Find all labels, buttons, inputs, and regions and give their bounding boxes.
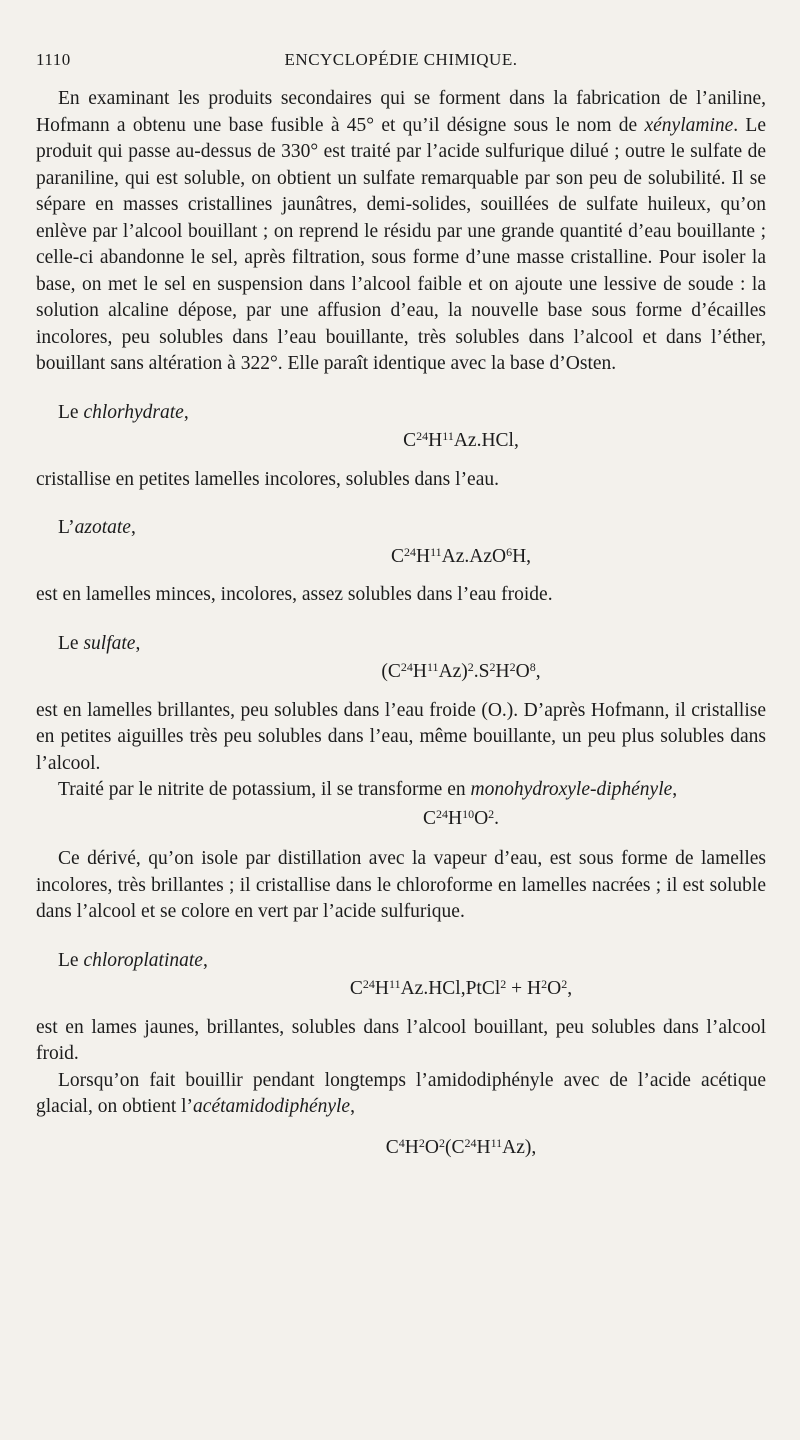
chlorhydrate-description: cristallise en petites lamelles incolores, solubles dans l’eau. [36, 468, 499, 490]
sulfate-formula: $(C^{24}H^{11}Az)^2.S^2H^2O^8$, [381, 660, 541, 682]
page-body [36, 86, 766, 1173]
monohydroxyle-formula: $C^{24}H^{10}O^2$. [422, 806, 500, 829]
sulfate-label: Le sulfate, [58, 632, 141, 654]
chloroplatinate-label: Le chloroplatinate, [58, 949, 208, 971]
chlorhydrate-formula: $C^{24}H^{11}Az.HCl$, [403, 429, 519, 451]
monohydroxyle-description: Ce dérivé, qu’on isole par distillation avec la vapeur d’eau, est sous forme de lamelles incolores, très brillantes ; il cristallise dans le chloroforme en lamelles nacrées ; il est soluble dans l’alcool et se colore en vert par l’acide sulfurique. [36, 848, 766, 922]
chloroplatinate-description: est en lames jaunes, brillantes, solubles dans l’alcool bouillant, peu solubles dans l’alcool froid. [36, 1016, 766, 1064]
page-header [36, 50, 766, 76]
chloroplatinate-formula: $C^{24}H^{11}Az.HCl,PtCl^2 + H^2O^2$, [349, 977, 573, 999]
sulfate-description: est en lamelles brillantes, peu solubles dans l’eau froide (O.). D’après Hofmann, il cristallise en petites aiguilles très peu solubles dans l’eau, même bouillante, un peu plus solubles dans l’alcool. [36, 699, 766, 774]
acetamido-formula: $C^4H^2O^2(C^{24}H^{11}Az)$, [385, 1135, 537, 1158]
acetamido-paragraph: Lorsqu’on fait bouillir pendant longtemps l’amidodiphényle avec de l’acide acétique glacial, on obtient l’acétamidodiphényle, [36, 1069, 766, 1117]
azotate-formula: $C^{24}H^{11}Az.AzO^6H$, [390, 544, 532, 567]
paragraph-xenylamine: En examinant les produits secondaires qui se forment dans la fabrication de l’aniline, Hofmann a obtenu une base fusible à 45° et qu’il désigne sous le nom de xénylamine. Le produit qui passe au-dessus de 330° est traité par l’acide sulfurique dilué ; outre le sulfate de paraniline, qui est soluble, on obtient un sulfate remarquable par son peu de solubilité. Il se sépare en masses cristallines jaunâtres, demi-solides, souillées de sulfate huileux, qu’on enlève par l’alcool bouillant ; on reprend le résidu par une grande quantité d’eau bouillante ; celle-ci abandonne le sel, après filtration, sous forme d’une masse cristalline. Pour isoler la base, on met le sel en suspension dans l’alcool faible et on ajoute une lessive de soude : la solution alcaline dépose, par une affusion d’eau, la nouvelle base sous forme d’écailles incolores, peu solubles dans l’eau bouillante, très solubles dans l’alcool et dans l’éther, bouillant sans altération à 322°. Elle paraît identique avec la base d’Osten. [36, 88, 766, 374]
nitrite-paragraph: Traité par le nitrite de potassium, il se transforme en monohydroxyle-diphényle, [58, 779, 678, 800]
page-number: 1110 [36, 50, 71, 69]
chlorhydrate-label: Le chlorhydrate, [58, 401, 189, 423]
running-title: ENCYCLOPÉDIE CHIMIQUE. [284, 50, 518, 69]
azotate-label: L’azotate, [58, 517, 136, 538]
azotate-description: est en lamelles minces, incolores, assez solubles dans l’eau froide. [36, 584, 553, 605]
